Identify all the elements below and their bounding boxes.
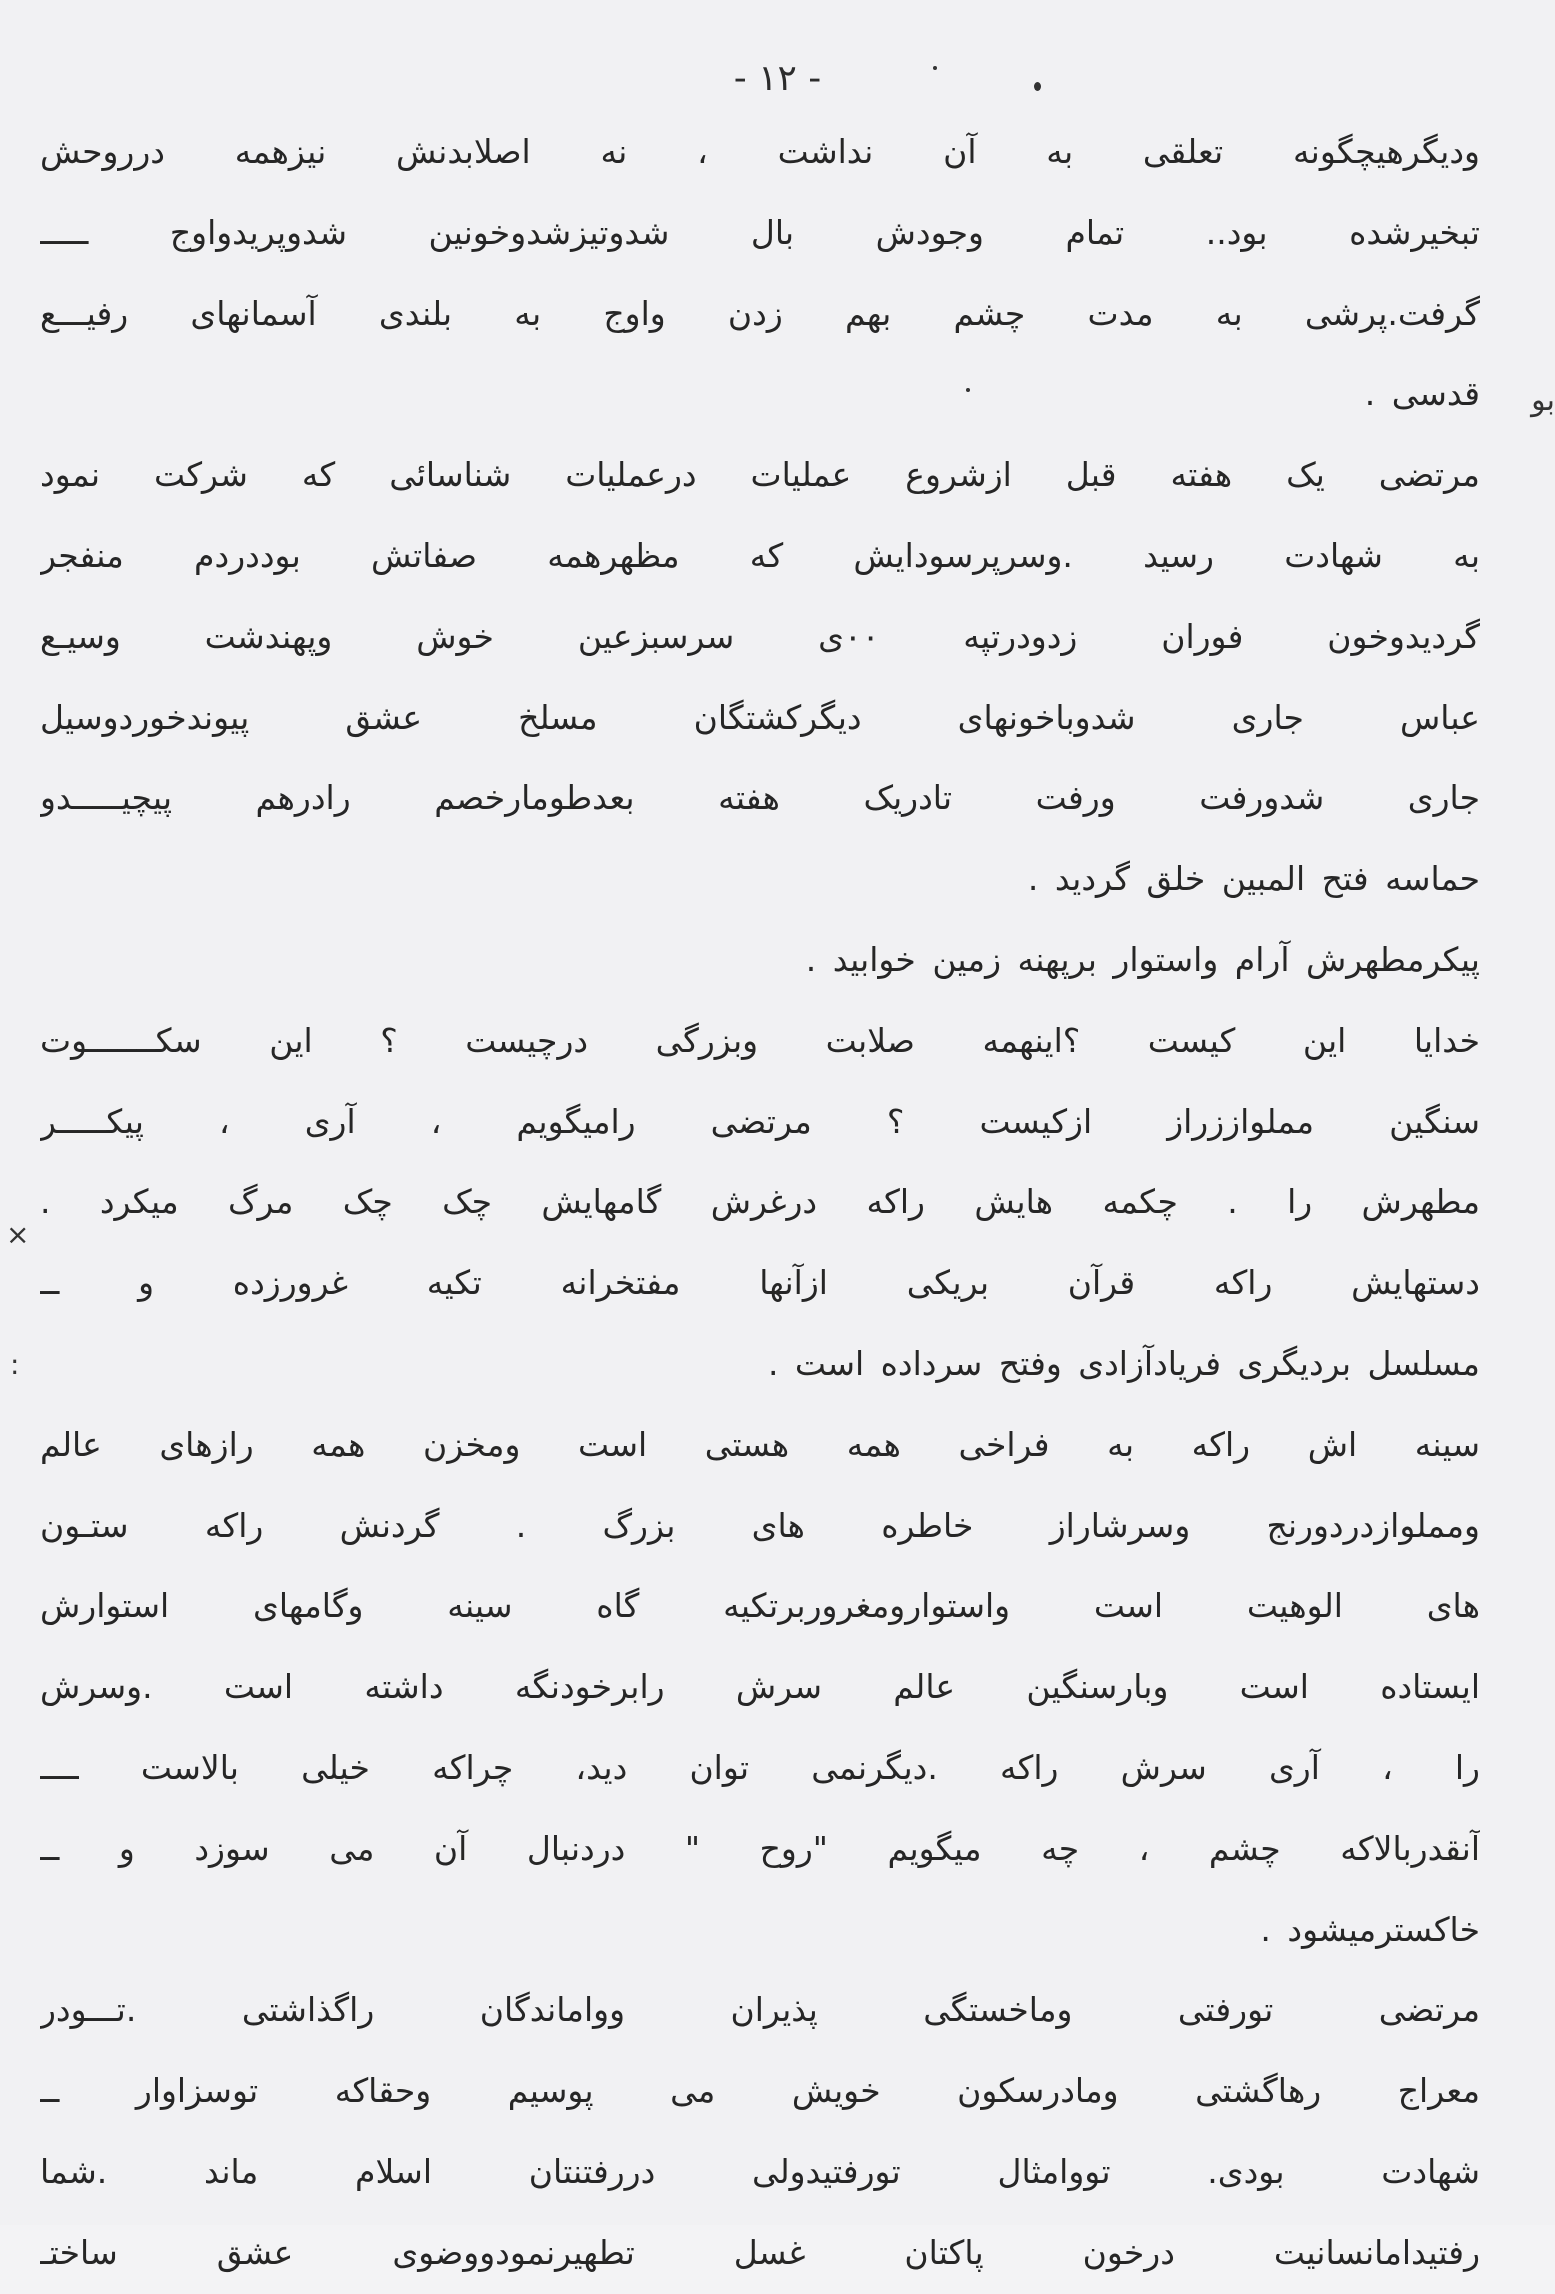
body-text — [40, 112, 1480, 2294]
text-line: عباس جاری شدوباخونهای دیگرکشتگان مسلخ عشق پیوندخوردوسیل — [40, 697, 1480, 737]
text-line: جاری شدورفت ورفت تادریک هفته بعدطومارخصم رادرهم پیچیـــــدو — [40, 778, 1480, 818]
text-line: حماسه فتح المبین خلق گردید . — [1027, 859, 1480, 899]
text-line: پیکرمطهرش آرام واستوار برپهنه زمین خوابید . — [805, 939, 1480, 979]
text-line: گردیدوخون فوران زدودرتپه ۰۰ی سرسبزعین خوش وپهندشت وسیـع — [40, 616, 1480, 656]
text-line: دستهایش راکه قرآن بریکی ازآنها مفتخرانه تکیه غرورزده و ــ — [40, 1263, 1480, 1303]
text-line: مرتضی یک هفته قبل ازشروع عملیات درعملیات شناسائی که شرکت نمود — [40, 455, 1480, 495]
text-line: قدسی . — [1364, 374, 1480, 414]
left-margin-mark: : — [10, 1348, 20, 1381]
ink-speck — [933, 66, 937, 70]
text-line: ودیگرهیچگونه تعلقی به آن نداشت ، نه اصلابدنش نیزهمه درروحش — [40, 132, 1480, 171]
text-line: سنگین مملواززراز ازکیست ؟ مرتضی رامیگویم ، آری ، پیکـــــر — [40, 1101, 1480, 1141]
text-line: ومملوازدردورنج وسرشاراز خاطره های بزرگ . گردنش راکه ستـون — [40, 1505, 1480, 1545]
text-line: های الوهیت است واستوارومغروربرتکیه گاه سینه وگامهای استوارش — [40, 1586, 1480, 1626]
left-margin-mark: × — [6, 1218, 30, 1251]
text-line: به شهادت رسید .وسرپرسودایش که مظهرهمه صفاتش بوددردم منفجر — [40, 535, 1480, 575]
right-edge-fragment: بو — [1531, 383, 1555, 418]
text-line: خاکسترمیشود . — [1260, 1909, 1480, 1949]
text-line: مسلسل بردیگری فریادآزادی وفتح سرداده است . — [767, 1343, 1480, 1383]
text-line: گرفت.پرشی به مدت چشم بهم زدن واوج به بلندی آسمانهای رفیـــع — [40, 293, 1480, 333]
text-line: معراج رهاگشتی ومادرسکون خویش می پوسیم وحقاکه توسزاوار ــ — [40, 2071, 1480, 2111]
text-line: سینه اش راکه به فراخی همه هستی است ومخزن همه رازهای عالم — [40, 1424, 1480, 1464]
text-line: ایستاده است وبارسنگین عالم سرش رابرخودنگه داشته است .وسرش — [40, 1667, 1480, 1707]
text-line: شهادت بودی. تووامثال تورفتیدولی دررفتنتان اسلام ماند .شما — [40, 2151, 1480, 2191]
text-line: را ، آری سرش راکه .دیگرنمی توان دید، چراکه خیلی بالاست ــــ — [40, 1747, 1480, 1787]
text-line: آنقدربالاکه چشم ، چه میگویم "روح " دردنبال آن می سوزد و ــ — [40, 1828, 1480, 1868]
text-line: رفتیدامانسانیت درخون پاکتان غسل تطهیرنمودووضوی عشق ساختـ — [40, 2232, 1480, 2272]
page-number: - ١٢ - — [733, 58, 822, 99]
text-line: مرتضی تورفتی وماخستگی پذیران وواماندگان راگذاشتی .تـــودر — [40, 1990, 1480, 2030]
text-line: مطهرش را . چکمه هایش راکه درغرش گامهایش چک چک مرگ میکرد . — [40, 1182, 1480, 1222]
text-line: خدایا این کیست ؟اینهمه صلابت وبزرگی درچیست ؟ این سکـــــــوت — [40, 1020, 1480, 1060]
ink-speck — [1034, 82, 1041, 91]
text-line: تبخیرشده بود.. تمام وجودش بال شدوتیزشدوخونین شدوپریدواوج ـــــ — [40, 212, 1480, 252]
